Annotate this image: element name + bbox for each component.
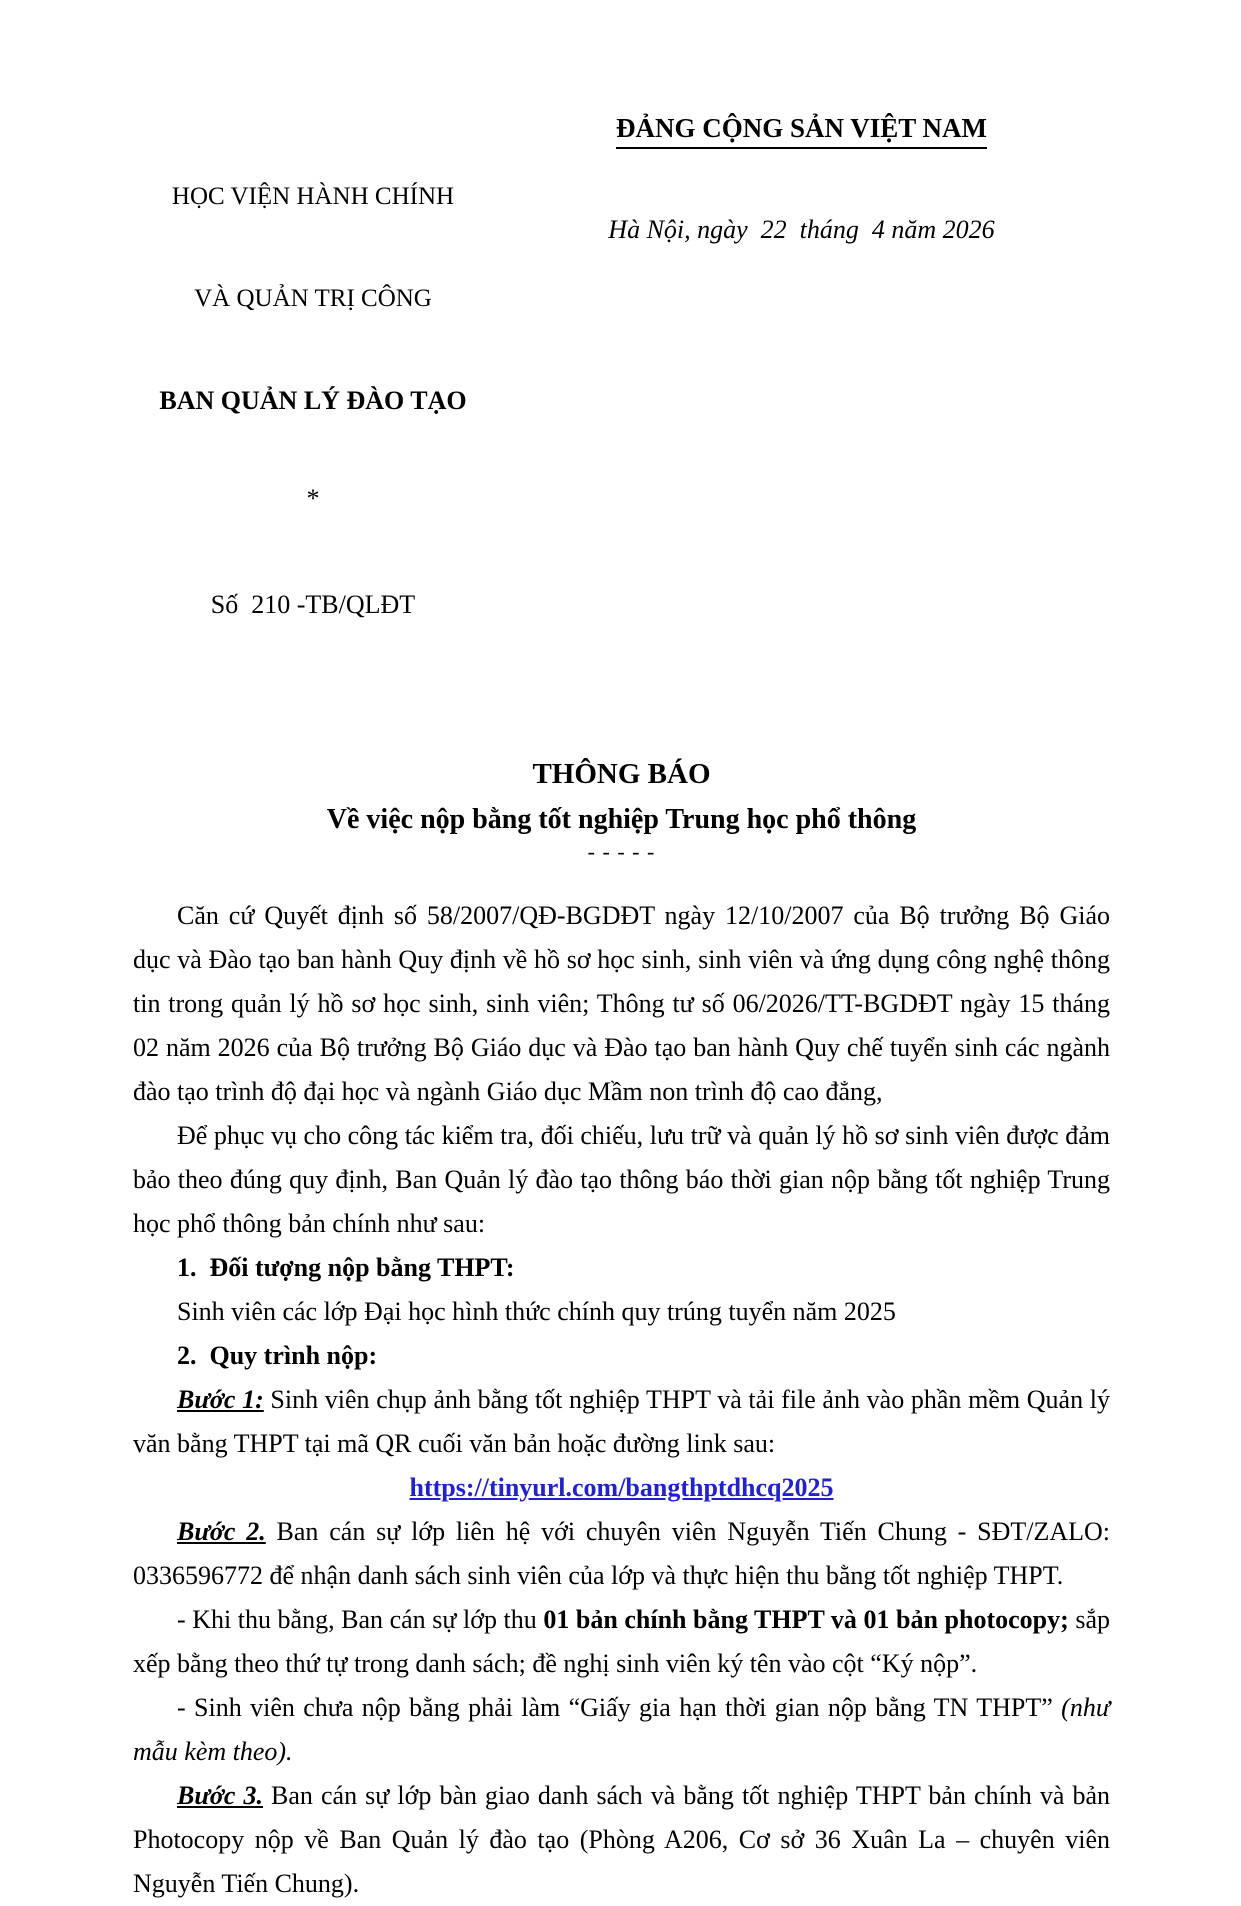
text-segment: (như mẫu kèm theo). [133,1693,1110,1766]
text-segment: Sinh viên các lớp Đại học hình thức chính quy trúng tuyển năm 2025 [177,1297,896,1326]
document-title: THÔNG BÁO [532,758,711,790]
text-segment: Để phục vụ cho công tác kiểm tra, đối chiếu, lưu trữ và quản lý hồ sơ sinh viên được đảm bảo theo đúng quy định, Ban Quản lý đào tạo thông báo thời gian nộp bằng tốt nghiệp Trung học phổ thông bản chính như sau: [133,1121,1110,1238]
text-segment: Bước 3. [177,1781,263,1810]
text-segment: Bước 1: [177,1385,264,1414]
paragraph-chua-nop-bang [133,1686,1110,1774]
paragraph-buoc-2 [133,1510,1110,1598]
institution-name-line1: HỌC VIỆN HÀNH CHÍNH [171,183,455,210]
text-segment: Ban cán sự lớp liên hệ với chuyên viên Nguyễn Tiến Chung - SĐT/ZALO: 0336596772 để nhận danh sách sinh viên của lớp và thực hiện thu bằng tốt nghiệp THPT. [133,1517,1110,1590]
text-segment: - Sinh viên chưa nộp bằng phải làm “Giấy gia hạn thời gian nộp bằng TN THPT” [177,1693,1062,1722]
list-item-2-heading [133,1334,1110,1378]
paragraph-khi-thu-bang [133,1598,1110,1686]
document-header [133,112,1110,690]
paragraph-doi-tuong [133,1290,1110,1334]
title-section [133,752,1110,862]
document-subtitle: Về việc nộp bằng tốt nghiệp Trung học phổ thông [326,804,917,835]
text-segment: Sinh viên chụp ảnh bằng tốt nghiệp THPT và tải file ảnh vào phần mềm Quản lý văn bằng THPT tại mã QR cuối văn bản hoặc đường link sau: [133,1385,1110,1458]
paragraph-can-cu [133,894,1110,1114]
paragraph-de-phuc-vu [133,1114,1110,1246]
department-name: BAN QUẢN LÝ ĐÀO TẠO [159,386,467,415]
national-header-block [493,112,1110,690]
text-segment: Căn cứ Quyết định số 58/2007/QĐ-BGDĐT ngày 12/10/2007 của Bộ trưởng Bộ Giáo dục và Đào tạo ban hành Quy định về hồ sơ học sinh, sinh viên và ứng dụng công nghệ thông tin trong quản lý hồ sơ học sinh, sinh viên; Thông tư số 06/2026/TT-BGDĐT ngày 15 tháng 02 năm 2026 của Bộ trưởng Bộ Giáo dục và Đào tạo ban hành Quy chế tuyển sinh các ngành đào tạo trình độ đại học và ngành Giáo dục Mầm non trình độ cao đẳng, [133,901,1110,1106]
list-item-1-heading [133,1246,1110,1290]
star-separator: * [306,484,320,513]
document-reference-number: Số 210 -TB/QLĐT [210,590,416,619]
title-separator: - - - - - [587,839,656,864]
text-segment: 2. Quy trình nộp: [177,1341,378,1370]
paragraph-link [133,1466,1110,1510]
text-segment: sắp xếp bằng theo thứ tự trong danh sách; đề nghị sinh viên ký tên vào cột “Ký nộp”. [133,1605,1110,1678]
place-date-line: Hà Nội, ngày 22 tháng 4 năm 2026 [608,215,995,244]
party-name: ĐẢNG CỘNG SẢN VIỆT NAM [616,112,987,149]
institution-name-line2: VÀ QUẢN TRỊ CÔNG [194,285,432,312]
text-segment: Ban cán sự lớp bàn giao danh sách và bằng tốt nghiệp THPT bản chính và bản Photocopy nộp về Ban Quản lý đào tạo (Phòng A206, Cơ sở 36 Xuân La – chuyên viên Nguyễn Tiến Chung). [133,1781,1110,1898]
paragraph-buoc-1 [133,1378,1110,1466]
text-segment: - Khi thu bằng, Ban cán sự lớp thu [177,1605,544,1634]
text-segment: 1. Đối tượng nộp bằng THPT: [177,1253,515,1282]
text-segment: Bước 2. [177,1517,266,1546]
issuing-agency-block [133,112,493,690]
document-body [133,894,1110,1906]
text-segment: 01 bản chính bằng THPT và 01 bản photocopy; [543,1605,1069,1634]
paragraph-buoc-3 [133,1774,1110,1906]
tinyurl-link[interactable]: https://tinyurl.com/bangthptdhcq2025 [409,1473,834,1502]
